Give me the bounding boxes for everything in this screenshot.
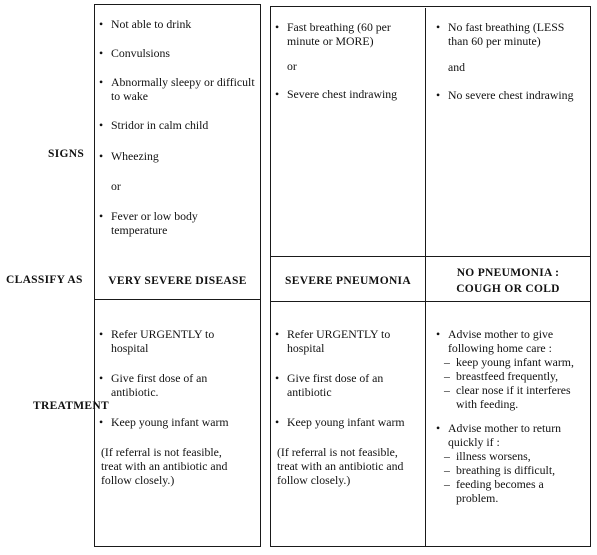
treatment-col1-note: (If referral is not feasible, treat with an antibiotic and follow closely.) [101, 445, 228, 487]
treatment-col2-item: • Refer URGENTLY to hospital [275, 327, 397, 355]
left-bottom-border [94, 546, 261, 547]
signs-col2-item: • Severe chest indrawing [275, 87, 415, 101]
treatment-col2-item: • Give first dose of an antibiotic [275, 371, 405, 399]
treatment-col3-advice-return: • Advise mother to return quickly if : [436, 421, 586, 449]
signs-col1 [99, 17, 257, 237]
signs-col2 [275, 20, 415, 101]
classify-bottom-border-left [94, 299, 261, 300]
classify-top-border-right [270, 256, 591, 257]
treatment-col3-subitem: – breastfeed frequently, [436, 369, 586, 383]
treatment-col3-subitem: – breathing is difficult, [436, 463, 586, 477]
treatment-col3-subitem: – illness worsens, [436, 449, 586, 463]
treatment-col3 [436, 327, 586, 505]
treatment-col2 [275, 327, 421, 487]
treatment-col1-item: • Keep young infant warm [99, 415, 239, 429]
treatment-col3-subitem: – keep young infant warm, [436, 355, 586, 369]
row-label-classify: CLASSIFY AS [6, 274, 83, 286]
classify-no-pneumonia-line2: COUGH OR COLD [456, 283, 560, 295]
right-bottom-border [270, 546, 591, 547]
signs-col1-item: • Wheezing [99, 149, 257, 163]
treatment-col3-subitem: – clear nose if it interferes with feeding. [436, 383, 586, 411]
treatment-col3-subitem: – feeding becomes a problem. [436, 477, 586, 505]
signs-col1-item: • Convulsions [99, 46, 257, 60]
signs-col2-or: or [287, 59, 297, 73]
treatment-col1 [99, 327, 239, 487]
signs-col1-item: • Stridor in calm child [99, 118, 257, 132]
signs-col3 [436, 20, 586, 102]
row-label-treatment: TREATMENT [33, 400, 109, 412]
classify-no-pneumonia [426, 265, 590, 297]
signs-col3-and: and [448, 60, 466, 74]
classify-bottom-border-right [270, 301, 591, 302]
treatment-col1-item: • Give first dose of an antibiotic. [99, 371, 239, 399]
signs-col3-item: • No severe chest indrawing [436, 88, 586, 102]
right-block-right-border [590, 6, 591, 547]
right-top-border [270, 6, 591, 7]
treatment-col3-advice-home-care: • Advise mother to give following home care : [436, 327, 586, 355]
treatment-col2-item: • Keep young infant warm [275, 415, 421, 429]
signs-col1-or: or [111, 179, 121, 193]
signs-col1-item: • Not able to drink [99, 17, 257, 31]
classify-very-severe-disease: VERY SEVERE DISEASE [108, 275, 247, 287]
row-label-signs: SIGNS [48, 148, 85, 160]
left-column-right-border [260, 4, 261, 547]
classify-no-pneumonia-line1: NO PNEUMONIA : [456, 267, 560, 279]
signs-col1-item: • Fever or low body temperature [99, 209, 257, 237]
signs-col2-item: • Fast breathing (60 per minute or MORE) [275, 20, 415, 48]
treatment-col1-item: • Refer URGENTLY to hospital [99, 327, 239, 355]
signs-col1-item: • Abnormally sleepy or difficult to wake [99, 75, 257, 103]
treatment-col2-note: (If referral is not feasible, treat with an antibiotic and follow closely.) [277, 445, 404, 487]
left-top-border [94, 4, 261, 5]
classify-severe-pneumonia: SEVERE PNEUMONIA [285, 275, 411, 287]
signs-col3-item: • No fast breathing (LESS than 60 per minute) [436, 20, 586, 48]
